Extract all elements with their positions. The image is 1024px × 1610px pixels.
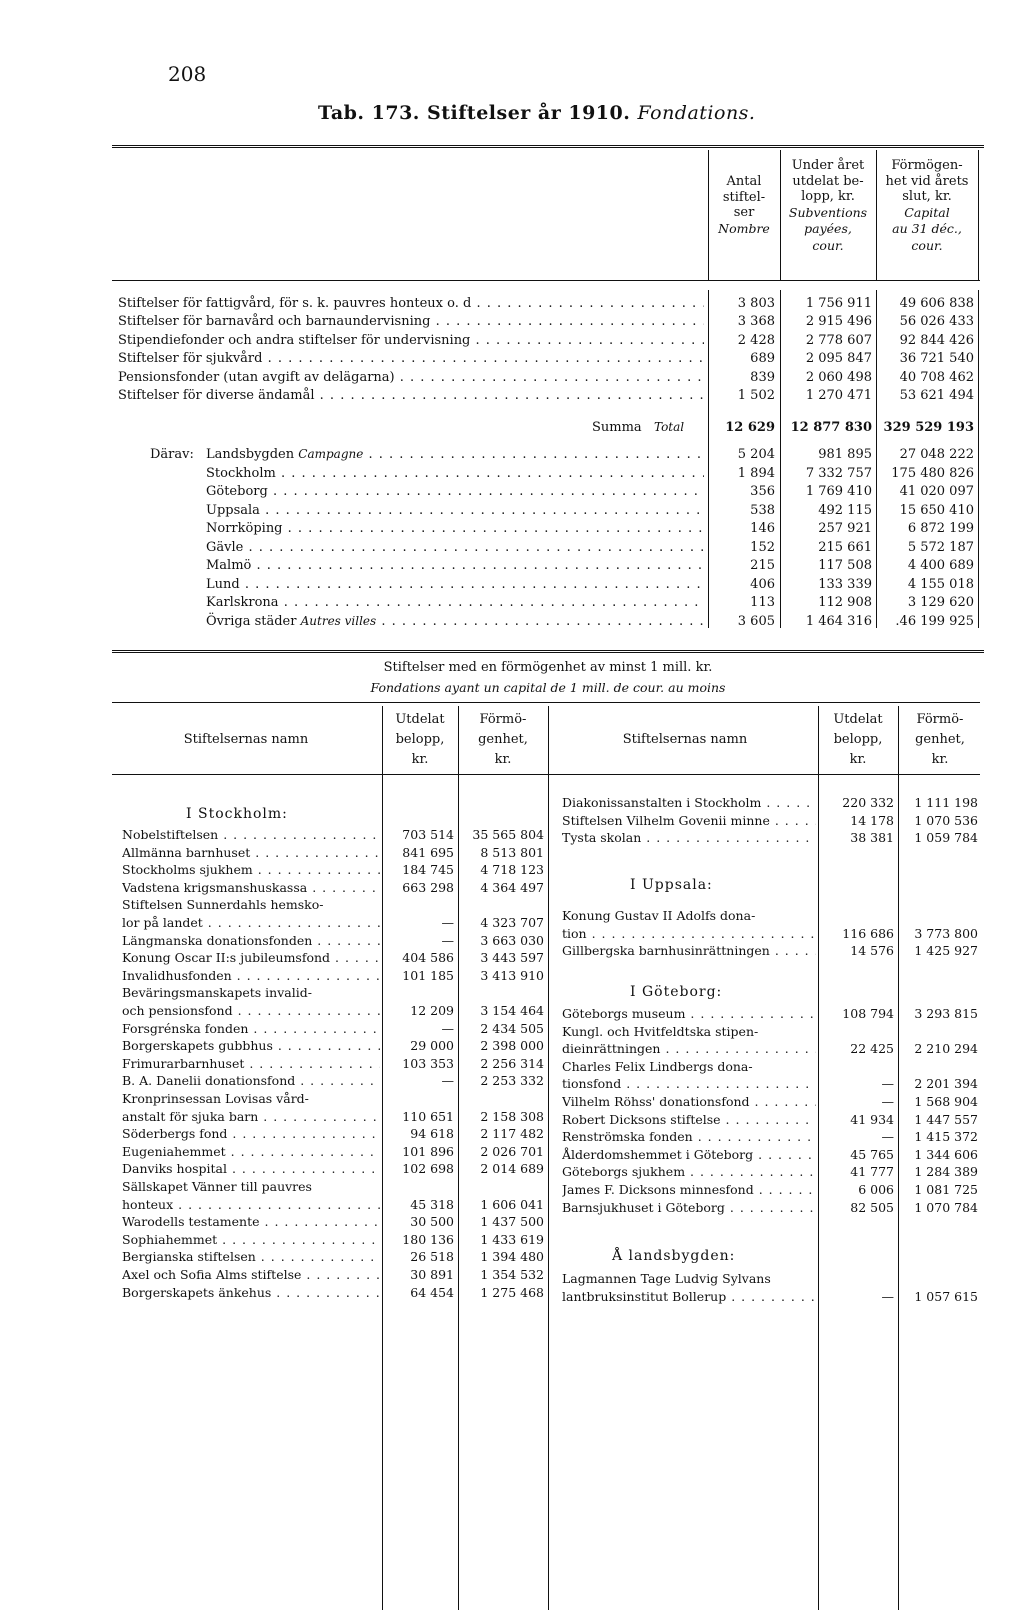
- city-name-fr: Campagne: [298, 447, 364, 461]
- formogenhet-value: 4 364 497: [480, 879, 544, 895]
- header-line: kr.: [411, 752, 429, 767]
- top-table-border: [112, 145, 984, 148]
- utdelat-value: —: [441, 915, 454, 930]
- city-row: [0, 501, 1024, 520]
- header-utdelat: [780, 158, 876, 254]
- col-divider: [458, 706, 459, 1610]
- utdelat-value: —: [881, 1129, 894, 1145]
- foundation-name: Charles Felix Lindbergs dona-: [562, 1058, 753, 1074]
- foundation-name: Invalidhusfonden . . .: [122, 967, 380, 985]
- utdelat-value: 26 518: [410, 1249, 454, 1265]
- foundation-name: Diakonissanstalten i Stockholm . . .: [562, 794, 816, 812]
- formogenhet-value: 53 621 494: [899, 388, 974, 403]
- header-line: payées,: [804, 221, 852, 236]
- foundation-name: Bergianska stiftelsen . . .: [122, 1248, 380, 1266]
- header-line: kr.: [849, 752, 867, 767]
- formogenhet-value: .46 199 925: [895, 613, 974, 629]
- utdelat-value: 2 060 498: [805, 369, 872, 385]
- utdelat-value: 116 686: [842, 925, 894, 941]
- formogenhet-value: 49 606 838: [899, 296, 974, 311]
- formogenhet-value: 1 394 480: [480, 1249, 544, 1265]
- formogenhet-value: 175 480 826: [891, 465, 974, 481]
- formogenhet-value: 2 210 294: [914, 1041, 978, 1057]
- foundation-name: Beväringsmanskapets invalid-: [122, 985, 312, 1001]
- formogenhet-value: 3 773 800: [914, 925, 978, 941]
- col-divider: [548, 706, 549, 1610]
- formogenhet-value: 15 650 410: [899, 502, 974, 518]
- antal-value: 146: [750, 521, 775, 536]
- utdelat-value: 117 508: [818, 558, 872, 573]
- foundation-name: lantbruksinstitut Bollerup . . .: [562, 1288, 816, 1306]
- antal-value: 1 502: [737, 388, 775, 403]
- utdelat-value: 404 586: [402, 950, 454, 966]
- formogenhet-value: 1 415 372: [914, 1129, 978, 1145]
- header-line: kr.: [931, 752, 949, 767]
- formogenhet-value: 3 129 620: [907, 595, 974, 610]
- header-line: Utdelat: [833, 712, 883, 727]
- utdelat-value: 1 769 410: [805, 484, 872, 499]
- foundation-name: Konung Oscar II:s jubileumsfond . . .: [122, 949, 380, 967]
- col-divider: [818, 706, 819, 1610]
- utdelat-value: 1 756 911: [805, 296, 872, 311]
- foundation-name: Göteborgs museum . . .: [562, 1005, 816, 1023]
- foundation-name: Allmänna barnhuset . . .: [122, 844, 380, 862]
- category-row: [0, 331, 1024, 350]
- city-row: [0, 612, 1024, 631]
- antal-value: 215: [750, 558, 775, 573]
- header-line: kr.: [494, 752, 512, 767]
- utdelat-value: 82 505: [850, 1199, 894, 1215]
- table-title-main: Tab. 173. Stiftelser år 1910.: [318, 102, 631, 124]
- utdelat-value: 29 000: [410, 1038, 454, 1054]
- foundation-name: Forsgrénska fonden . . .: [122, 1020, 380, 1038]
- utdelat-value: 108 794: [842, 1006, 894, 1021]
- summa-utdelat: 12 877 830: [790, 420, 872, 435]
- foundation-name: Sophiahemmet . . .: [122, 1231, 380, 1249]
- header-line: Förmö-: [916, 712, 964, 727]
- city-name: Norrköping: [206, 521, 283, 536]
- formogenhet-value: 40 708 462: [899, 369, 974, 385]
- utdelat-value: 1 270 471: [805, 388, 872, 403]
- header-rule: [112, 280, 980, 281]
- foundation-name: tionsfond . . .: [562, 1075, 816, 1093]
- foundation-name: Kungl. och Hvitfeldtska stipen-: [562, 1023, 759, 1039]
- foundation-name: Axel och Sofia Alms stiftelse . . .: [122, 1266, 380, 1284]
- formogenhet-value: 1 344 606: [914, 1146, 978, 1162]
- utdelat-value: 94 618: [410, 1126, 454, 1142]
- formogenhet-value: 3 413 910: [480, 967, 544, 983]
- utdelat-value: 663 298: [402, 879, 454, 895]
- summa-label-fr: Total: [654, 420, 685, 434]
- formogenhet-value: 1 070 784: [914, 1199, 978, 1215]
- foundation-name: Renströmska fonden . . .: [562, 1128, 816, 1146]
- city-name: Landsbygden: [206, 447, 295, 462]
- summa-formogenhet: 329 529 193: [883, 420, 974, 435]
- summa-antal: 12 629: [725, 420, 775, 435]
- utdelat-value: 841 695: [402, 844, 454, 860]
- city-row: [0, 575, 1024, 594]
- formogenhet-value: 4 155 018: [907, 576, 974, 592]
- foundation-name: Eugeniahemmet . . .: [122, 1143, 380, 1161]
- formogenhet-value: 3 154 464: [480, 1003, 544, 1018]
- table-title: [318, 102, 755, 124]
- section-uppsala: I Uppsala:: [630, 877, 713, 893]
- city-label: [206, 612, 704, 631]
- city-label: [206, 482, 704, 501]
- utdelat-value: 22 425: [850, 1041, 894, 1057]
- city-label: [206, 464, 704, 483]
- utdelat-value: 41 934: [850, 1111, 894, 1127]
- formogenhet-value: 2 026 701: [480, 1143, 544, 1159]
- city-label: [206, 556, 704, 575]
- utdelat-value: 2 915 496: [805, 314, 872, 330]
- header-line: cour.: [812, 237, 844, 253]
- category-row: [0, 349, 1024, 368]
- antal-value: 689: [750, 351, 775, 367]
- antal-value: 1 894: [737, 465, 775, 481]
- antal-value: 152: [750, 539, 775, 555]
- utdelat-value: 30 500: [410, 1214, 454, 1230]
- formogenhet-value: 35 565 804: [472, 827, 544, 842]
- second-caption-fr: Fondations ayant un capital de 1 mill. de cour. au moins: [370, 680, 726, 695]
- category-label: Stiftelser för fattigvård, för s. k. pauvres honteux o. d . . .: [118, 294, 704, 313]
- foundation-name: Borgerskapets gubbhus . . .: [122, 1037, 380, 1055]
- foundation-name: Ålderdomshemmet i Göteborg . . .: [562, 1146, 816, 1164]
- foundation-name: Göteborgs sjukhem . . .: [562, 1163, 816, 1181]
- formogenhet-value: 1 437 500: [480, 1214, 544, 1230]
- utdelat-value: 101 896: [402, 1143, 454, 1159]
- col-divider: [382, 706, 383, 1610]
- header-line: Utdelat: [395, 712, 445, 727]
- formogenhet-value: 56 026 433: [899, 314, 974, 330]
- utdelat-value: 110 651: [402, 1108, 454, 1124]
- utdelat-value: 2 778 607: [805, 332, 872, 348]
- header-line: utdelat be-: [792, 173, 864, 189]
- city-row: [0, 519, 1024, 538]
- header-formogenhet-right: [900, 710, 980, 770]
- utdelat-value: 112 908: [818, 595, 872, 610]
- header-line: Under året: [791, 158, 865, 173]
- utdelat-value: 103 353: [402, 1055, 454, 1071]
- city-name: Övriga städer: [206, 613, 297, 629]
- formogenhet-value: 4 400 689: [907, 558, 974, 573]
- foundation-name: och pensionsfond . . .: [122, 1002, 380, 1020]
- utdelat-value: 1 464 316: [805, 613, 872, 629]
- formogenhet-value: 36 721 540: [899, 351, 974, 367]
- header-name-left: Stiftelsernas namn: [183, 732, 309, 747]
- formogenhet-value: 1 081 725: [914, 1182, 978, 1197]
- formogenhet-value: 2 256 314: [480, 1055, 544, 1071]
- antal-value: 406: [750, 576, 775, 592]
- foundation-name: Stiftelsen Vilhelm Govenii minne . . .: [562, 812, 816, 830]
- formogenhet-value: 2 398 000: [480, 1038, 544, 1054]
- section-stockholm: I Stockholm:: [186, 806, 288, 822]
- category-label: Stipendiefonder och andra stiftelser för undervisning . . .: [118, 331, 704, 350]
- header-line: Subventions: [788, 204, 868, 220]
- header-line: belopp,: [833, 732, 883, 747]
- section-landsbygden: Å landsbygden:: [612, 1248, 736, 1264]
- foundation-name: Stockholms sjukhem . . .: [122, 861, 380, 879]
- header-formogenhet: [876, 158, 978, 254]
- col-divider: [708, 150, 709, 280]
- antal-value: 3 605: [737, 613, 775, 629]
- formogenhet-value: 1 354 532: [480, 1267, 544, 1282]
- foundation-name: honteux . . .: [122, 1196, 380, 1214]
- city-row: [0, 482, 1024, 501]
- utdelat-value: 14 178: [850, 812, 894, 828]
- utdelat-value: 45 765: [850, 1146, 894, 1162]
- header-utdelat-left: [384, 710, 456, 770]
- header-utdelat-right: [820, 710, 896, 770]
- foundation-name: Borgerskapets änkehus . . .: [122, 1284, 380, 1302]
- formogenhet-value: 2 434 505: [480, 1020, 544, 1036]
- formogenhet-value: 41 020 097: [899, 484, 974, 499]
- city-name: Lund: [206, 576, 240, 592]
- utdelat-value: 7 332 757: [805, 465, 872, 481]
- formogenhet-value: 4 323 707: [480, 915, 544, 930]
- foundation-name: Stiftelsen Sunnerdahls hemsko-: [122, 897, 324, 913]
- foundation-name: Söderbergs fond . . .: [122, 1125, 380, 1143]
- foundation-name: Lagmannen Tage Ludvig Sylvans: [562, 1271, 771, 1286]
- foundation-name: Warodells testamente . . .: [122, 1213, 380, 1231]
- col-divider: [978, 150, 979, 280]
- formogenhet-value: 1 275 468: [480, 1284, 544, 1300]
- foundation-name: Vilhelm Röhss' donationsfond . . .: [562, 1093, 816, 1111]
- city-label: [206, 445, 704, 464]
- caption-rule: [112, 702, 980, 703]
- formogenhet-value: 1 447 557: [914, 1111, 978, 1127]
- city-label: [206, 501, 704, 520]
- category-row: [0, 294, 1024, 313]
- city-label: [206, 593, 704, 612]
- utdelat-value: 215 661: [818, 539, 872, 555]
- formogenhet-value: 4 718 123: [480, 862, 544, 878]
- second-table-border: [112, 650, 984, 653]
- utdelat-value: 64 454: [410, 1284, 454, 1300]
- formogenhet-value: 27 048 222: [899, 447, 974, 462]
- antal-value: 3 803: [737, 296, 775, 311]
- city-name: Stockholm: [206, 465, 276, 481]
- header-line: het vid årets: [885, 173, 969, 189]
- header-line: au 31 déc.,: [892, 221, 962, 236]
- utdelat-value: 6 006: [858, 1182, 894, 1197]
- city-row: [0, 593, 1024, 612]
- utdelat-value: 981 895: [818, 447, 872, 462]
- foundation-name: Gillbergska barnhusinrättningen . . .: [562, 942, 816, 960]
- formogenhet-value: 92 844 426: [899, 332, 974, 348]
- header-line: genhet,: [915, 732, 965, 747]
- antal-value: 538: [750, 502, 775, 518]
- utdelat-value: 30 891: [410, 1267, 454, 1282]
- city-row: [0, 464, 1024, 483]
- city-name: Gävle: [206, 539, 244, 555]
- col-divider: [898, 706, 899, 1610]
- formogenhet-value: 1 433 619: [480, 1231, 544, 1247]
- utdelat-value: 102 698: [402, 1161, 454, 1177]
- category-label: Pensionsfonder (utan avgift av delägarna) . . .: [118, 368, 704, 387]
- foundation-name: lor på landet . . .: [122, 914, 380, 932]
- formogenhet-value: 2 158 308: [480, 1108, 544, 1124]
- category-row: [0, 368, 1024, 387]
- header-line: Nombre: [718, 220, 770, 236]
- utdelat-value: 184 745: [402, 862, 454, 878]
- antal-value: 113: [750, 595, 775, 610]
- formogenhet-value: 2 201 394: [914, 1076, 978, 1092]
- utdelat-value: 12 209: [410, 1003, 454, 1018]
- foundation-name: Danviks hospital . . .: [122, 1160, 380, 1178]
- city-row: [0, 445, 1024, 464]
- formogenhet-value: 1 070 536: [914, 812, 978, 828]
- antal-value: 5 204: [737, 447, 775, 462]
- foundation-name: James F. Dicksons minnesfond . . .: [562, 1181, 816, 1199]
- header-line: stiftel-: [722, 189, 766, 205]
- formogenhet-value: 1 425 927: [914, 943, 978, 959]
- antal-value: 3 368: [737, 314, 775, 330]
- utdelat-value: —: [881, 1076, 894, 1092]
- foundation-name: Nobelstiftelsen . . .: [122, 826, 380, 844]
- city-name: Uppsala: [206, 502, 260, 518]
- header-antal: [710, 174, 778, 237]
- header-line: Förmögen-: [891, 158, 963, 173]
- foundation-name: Längmanska donationsfonden . . .: [122, 932, 380, 950]
- formogenhet-value: 1 568 904: [914, 1094, 978, 1109]
- formogenhet-value: 2 253 332: [480, 1073, 544, 1089]
- header-line: Capital: [904, 204, 950, 220]
- foundation-name: Konung Gustav II Adolfs dona-: [562, 908, 756, 923]
- city-name-fr: Autres villes: [300, 613, 377, 628]
- header-line: cour.: [911, 237, 943, 253]
- utdelat-value: 45 318: [410, 1196, 454, 1212]
- foundation-name: anstalt för sjuka barn . . .: [122, 1108, 380, 1126]
- formogenhet-value: 2 014 689: [480, 1161, 544, 1177]
- formogenhet-value: 5 572 187: [907, 539, 974, 555]
- summa-row: [0, 418, 1024, 437]
- utdelat-value: 101 185: [402, 967, 454, 983]
- city-row: [0, 556, 1024, 575]
- city-name: Malmö: [206, 558, 252, 573]
- city-name: Göteborg: [206, 484, 268, 499]
- header-rule: [112, 774, 980, 775]
- utdelat-value: 2 095 847: [805, 351, 872, 367]
- utdelat-value: 38 381: [850, 830, 894, 846]
- formogenhet-value: 1 111 198: [914, 795, 978, 810]
- summa-label: Summa: [592, 420, 642, 435]
- antal-value: 839: [750, 369, 775, 385]
- header-line: lopp, kr.: [801, 189, 855, 204]
- category-label: Stiftelser för sjukvård . . .: [118, 349, 704, 368]
- foundation-name: tion . . .: [562, 925, 816, 943]
- utdelat-value: 133 339: [818, 576, 872, 592]
- formogenhet-value: 3 293 815: [914, 1006, 978, 1021]
- foundation-name: Vadstena krigsmanshuskassa . . .: [122, 879, 380, 897]
- formogenhet-value: 6 872 199: [907, 521, 974, 536]
- formogenhet-value: 1 057 615: [914, 1288, 978, 1304]
- utdelat-value: —: [881, 1288, 894, 1304]
- formogenhet-value: 1 606 041: [480, 1196, 544, 1212]
- formogenhet-value: 3 443 597: [480, 950, 544, 966]
- category-label: Stiftelser för barnavård och barnaundervisning . . .: [118, 312, 704, 331]
- utdelat-value: —: [441, 1020, 454, 1036]
- foundation-name: Kronprinsessan Lovisas vård-: [122, 1091, 309, 1106]
- formogenhet-value: 2 117 482: [480, 1126, 544, 1142]
- utdelat-value: 180 136: [402, 1231, 454, 1247]
- city-label: [206, 538, 704, 557]
- foundation-name: Barnsjukhuset i Göteborg . . .: [562, 1199, 816, 1217]
- table-title-fr: Fondations.: [637, 102, 756, 124]
- header-formogenhet-left: [460, 710, 546, 770]
- category-row: [0, 386, 1024, 405]
- utdelat-value: 220 332: [842, 795, 894, 810]
- utdelat-value: 257 921: [818, 521, 872, 536]
- header-line: slut, kr.: [902, 189, 952, 204]
- antal-value: 2 428: [737, 332, 775, 348]
- city-row: [0, 538, 1024, 557]
- darav-label: Därav:: [150, 447, 194, 462]
- foundation-name: Tysta skolan . . .: [562, 829, 816, 847]
- formogenhet-value: 3 663 030: [480, 932, 544, 948]
- formogenhet-value: 1 284 389: [914, 1164, 978, 1180]
- utdelat-value: 492 115: [818, 502, 872, 518]
- utdelat-value: —: [441, 1073, 454, 1089]
- formogenhet-value: 8 513 801: [480, 844, 544, 860]
- header-line: genhet,: [478, 732, 528, 747]
- formogenhet-value: 1 059 784: [914, 830, 978, 846]
- category-label: Stiftelser för diverse ändamål . . .: [118, 386, 704, 405]
- utdelat-value: —: [441, 932, 454, 948]
- antal-value: 356: [750, 484, 775, 499]
- city-label: [206, 519, 704, 538]
- foundation-name: dieinrättningen . . .: [562, 1040, 816, 1058]
- utdelat-value: 703 514: [402, 827, 454, 842]
- utdelat-value: 41 777: [850, 1164, 894, 1180]
- foundation-name: Robert Dicksons stiftelse . . .: [562, 1111, 816, 1129]
- city-name: Karlskrona: [206, 595, 279, 610]
- header-name-right: Stiftelsernas namn: [622, 732, 748, 747]
- foundation-name: Frimurarbarnhuset . . .: [122, 1055, 380, 1073]
- utdelat-value: 14 576: [850, 943, 894, 959]
- section-goteborg: I Göteborg:: [630, 984, 723, 1000]
- header-line: ser: [733, 205, 755, 220]
- page-number: 208: [168, 62, 207, 86]
- city-label: [206, 575, 704, 594]
- utdelat-value: —: [881, 1094, 894, 1109]
- header-line: Antal: [726, 174, 762, 189]
- header-line: Förmö-: [479, 712, 527, 727]
- category-row: [0, 312, 1024, 331]
- foundation-name: B. A. Danelii donationsfond . . .: [122, 1072, 380, 1090]
- foundation-name: Sällskapet Vänner till pauvres: [122, 1179, 312, 1194]
- second-caption: Stiftelser med en förmögenhet av minst 1 mill. kr.: [383, 660, 713, 675]
- header-line: belopp,: [395, 732, 445, 747]
